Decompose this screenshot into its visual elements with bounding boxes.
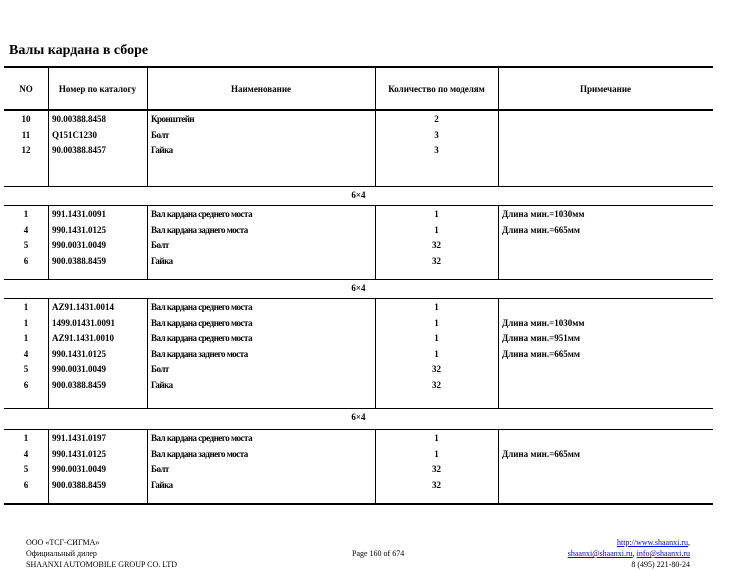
- cell-name: Болт: [151, 464, 169, 474]
- cell-name: Гайка: [151, 479, 173, 490]
- cell-qty: 32: [432, 464, 441, 474]
- website-link[interactable]: http://www.shaanxi.ru: [616, 538, 688, 547]
- footer-left: [26, 537, 177, 570]
- cell-qty: 32: [432, 364, 441, 374]
- cell-no: 1: [23, 333, 29, 343]
- section-label-rule: [4, 429, 713, 430]
- cell-qty: 32: [432, 379, 441, 390]
- section-bottom-rule: [4, 408, 713, 409]
- cell-note: Длина мин.=665мм: [502, 448, 581, 459]
- cell-no: 4: [23, 348, 29, 359]
- column-divider: [375, 68, 376, 109]
- section-bottom-rule: [4, 503, 713, 505]
- column-divider: [147, 299, 148, 408]
- cell-qty: 2: [434, 114, 439, 124]
- cell-name: Вал кардана заднего моста: [151, 448, 248, 459]
- column-divider: [147, 111, 148, 186]
- column-divider: [147, 430, 148, 503]
- cell-no: 4: [23, 224, 29, 235]
- cell-catalog: 991.1431.0091: [52, 209, 106, 219]
- cell-qty: 1: [434, 448, 439, 459]
- section-label-rule: [4, 298, 713, 299]
- cell-catalog: Q151C1230: [52, 129, 97, 140]
- footer-right: http://www.shaanxi.ru, shaanxi@shaanxi.ru, info@shaanxi.ru 8 (495) 221-80-24: [567, 538, 690, 569]
- column-divider: [498, 111, 499, 186]
- column-header-catalog: Номер по каталогу: [58, 84, 137, 94]
- cell-qty: 1: [434, 333, 439, 343]
- cell-note: Длина мин.=951мм: [502, 333, 581, 343]
- column-divider: [147, 68, 148, 109]
- table-top-rule: [4, 66, 713, 68]
- cell-catalog: AZ91.1431.0014: [52, 302, 115, 312]
- column-header-name: Наименование: [231, 84, 291, 94]
- cell-qty: 1: [434, 433, 439, 443]
- cell-no: 5: [23, 464, 29, 474]
- footer-phone: 8 (495) 221-80-24: [631, 560, 690, 569]
- cell-qty: 1: [434, 317, 439, 328]
- cell-no: 12: [21, 145, 31, 155]
- email-link-sales[interactable]: shaanxi@shaanxi.ru: [567, 549, 633, 558]
- column-divider: [48, 299, 49, 408]
- cell-qty: 1: [434, 302, 439, 312]
- cell-qty: 32: [432, 255, 441, 266]
- cell-name: Болт: [151, 240, 169, 250]
- cell-qty: 3: [434, 129, 439, 140]
- cell-no: 1: [23, 209, 29, 219]
- cell-name: Гайка: [151, 379, 173, 390]
- cell-catalog: 990.0031.0049: [52, 364, 106, 374]
- cell-catalog: 990.0031.0049: [52, 240, 106, 250]
- cell-no: 5: [23, 364, 29, 374]
- cell-note: Длина мин.=665мм: [502, 224, 581, 235]
- column-header-no: NO: [19, 84, 33, 94]
- cell-catalog: 900.0388.8459: [52, 255, 106, 266]
- cell-no: 6: [23, 255, 29, 266]
- cell-no: 1: [23, 317, 29, 328]
- cell-name: Болт: [151, 129, 169, 140]
- column-divider: [48, 111, 49, 186]
- cell-no: 5: [23, 240, 29, 250]
- email-link-info[interactable]: info@shaanxi.ru: [636, 549, 690, 558]
- cell-name: Вал кардана среднего моста: [151, 209, 253, 219]
- cell-catalog: AZ91.1431.0010: [52, 333, 115, 343]
- cell-catalog: 990.0031.0049: [52, 464, 106, 474]
- section-label: 6×4: [351, 412, 366, 422]
- cell-name: Вал кардана среднего моста: [151, 433, 253, 443]
- footer-page-number: Page 160 of 674: [352, 549, 405, 558]
- column-divider: [48, 68, 49, 109]
- cell-catalog: 990.1431.0125: [52, 224, 106, 235]
- cell-qty: 1: [434, 209, 439, 219]
- cell-catalog: 990.1431.0125: [52, 348, 106, 359]
- cell-note: Длина мин.=1030мм: [502, 209, 585, 219]
- cell-no: 1: [23, 433, 29, 443]
- column-divider: [147, 206, 148, 279]
- column-divider: [498, 68, 499, 109]
- column-divider: [498, 206, 499, 279]
- cell-qty: 32: [432, 479, 441, 490]
- cell-name: Вал кардана заднего моста: [151, 348, 248, 359]
- cell-catalog: 900.0388.8459: [52, 379, 106, 390]
- cell-catalog: 90.00388.8458: [52, 114, 106, 124]
- cell-no: 6: [23, 479, 29, 490]
- section-bottom-rule: [4, 279, 713, 280]
- cell-name: Гайка: [151, 145, 173, 155]
- section-label-rule: [4, 205, 713, 206]
- cell-name: Вал кардана среднего моста: [151, 317, 253, 328]
- footer-dealer: Официальный дилер: [26, 549, 97, 558]
- header-bottom-rule: [4, 109, 713, 111]
- page-title: Валы кардана в сборе: [9, 43, 149, 58]
- cell-no: 6: [23, 379, 29, 390]
- footer-group: SHAANXI AUTOMOBILE GROUP CO. LTD: [26, 560, 178, 569]
- cell-catalog: 990.1431.0125: [52, 448, 106, 459]
- cell-name: Вал кардана заднего моста: [151, 224, 248, 235]
- cell-no: 1: [23, 302, 29, 312]
- cell-catalog: 900.0388.8459: [52, 479, 106, 490]
- cell-qty: 3: [434, 145, 439, 155]
- footer-company: ООО «ТСГ-СИГМА»: [26, 538, 100, 547]
- cell-catalog: 1499.01431.0091: [52, 317, 115, 328]
- section-label: 6×4: [351, 283, 366, 293]
- column-header-qty: Количество по моделям: [388, 84, 485, 94]
- column-divider: [48, 430, 49, 503]
- cell-no: 11: [21, 129, 31, 140]
- cell-name: Вал кардана среднего моста: [151, 302, 253, 312]
- column-header-note: Примечание: [579, 84, 632, 94]
- cell-name: Вал кардана среднего моста: [151, 333, 253, 343]
- cell-catalog: 991.1431.0197: [52, 433, 106, 443]
- cell-qty: 1: [434, 224, 439, 235]
- cell-no: 4: [23, 448, 29, 459]
- cell-qty: 1: [434, 348, 439, 359]
- cell-no: 10: [21, 114, 31, 124]
- section-bottom-rule: [4, 186, 713, 187]
- column-divider: [48, 206, 49, 279]
- cell-name: Болт: [151, 364, 169, 374]
- column-divider: [498, 430, 499, 503]
- cell-catalog: 90.00388.8457: [52, 145, 106, 155]
- cell-qty: 32: [432, 240, 441, 250]
- cell-note: Длина мин.=665мм: [502, 348, 581, 359]
- cell-name: Гайка: [151, 255, 173, 266]
- column-divider: [498, 299, 499, 408]
- cell-note: Длина мин.=1030мм: [502, 317, 585, 328]
- cell-name: Кронштейн: [151, 114, 195, 124]
- section-label: 6×4: [351, 190, 366, 200]
